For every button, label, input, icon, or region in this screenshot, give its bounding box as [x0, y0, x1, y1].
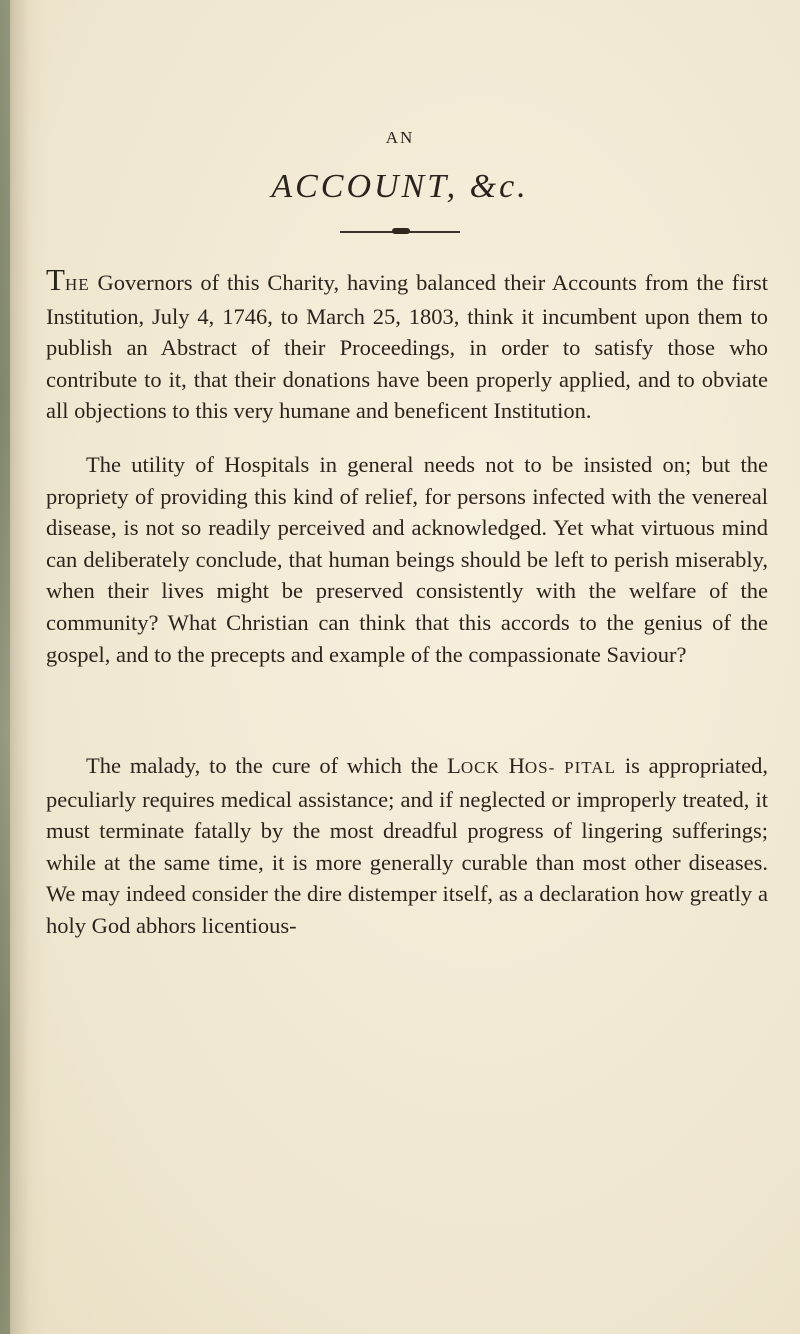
heading-an: AN	[385, 128, 415, 147]
paragraph-3-lead: The malady, to the cure of which the	[86, 753, 448, 778]
paragraph-3-text	[46, 750, 768, 942]
small-caps-he: HE	[64, 275, 90, 294]
paragraph-3-body: is appropriated, peculiarly requires medical assistance; and if neglected or improperly treated, it must terminate fatally by the most dreadful progress of lingering sufferings; while at the same time, it is more generally curable than most other diseases. We may indeed consider the dire distemper itself, as a declaration how greatly a holy God abhors licentious-	[46, 753, 769, 938]
hospital-smallcaps-2: PITAL	[564, 758, 616, 777]
page-title: ACCOUNT, &c.	[271, 168, 529, 205]
ornamental-rule-center	[392, 228, 410, 234]
hospital-smallcaps-1: OS-	[524, 758, 556, 777]
paragraph-1-body: Governors of this Charity, having balanced their Accounts from the first Institution, July 4, 1746, to March 25, 1803, think it incumbent upon them to publish an Abstract of their Proceedings, in order to satisfy those who contribute to it, that their donations have been properly applied, and to obviate all objections to this very humane and beneficent Institution.	[46, 270, 768, 424]
lock-smallcaps: OCK	[460, 758, 500, 777]
paragraph-2	[46, 449, 768, 670]
paragraph-1	[46, 262, 768, 427]
hospital-initial: H	[499, 753, 525, 778]
paragraph-1-text	[46, 262, 768, 427]
lock-initial: L	[447, 753, 461, 778]
drop-cap: T	[46, 262, 65, 297]
paragraph-3	[46, 750, 768, 942]
paragraph-2-text: The utility of Hospitals in general needs not to be insisted on; but the propriety of providing this kind of relief, for persons infected with the venereal disease, is not so readily perceived and acknowledged. Yet what virtuous mind can deliberately conclude, that human beings should be left to perish miserably, when their lives might be preserved consistently with the welfare of the community? What Christian can think that this accords to the genius of the gospel, and to the precepts and example of the compassionate Saviour?	[46, 452, 768, 667]
